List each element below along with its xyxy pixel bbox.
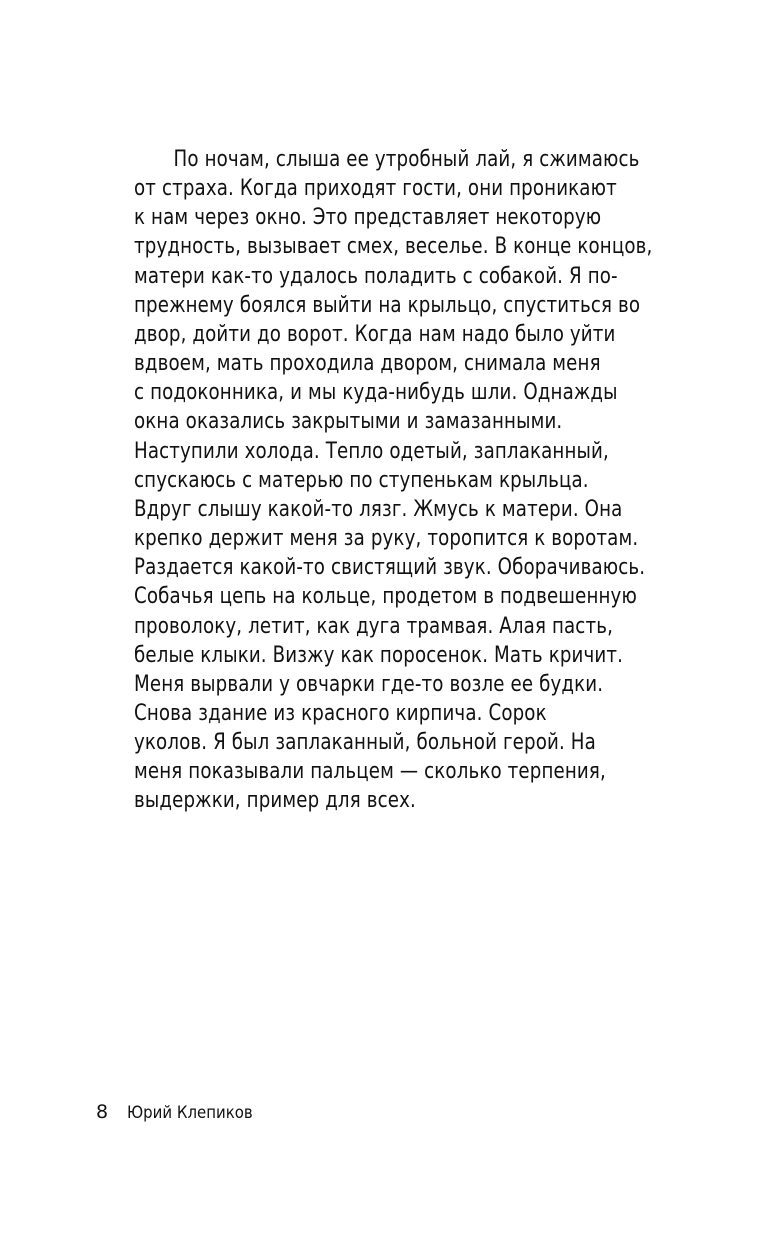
text-line: Раздается какой-то свистящий звук. Оборачиваюсь. (134, 555, 646, 581)
text-line: трудность, вызывает смех, веселье. В конце концов, (134, 234, 653, 260)
text-line: белые клыки. Визжу как поросенок. Мать кричит. (134, 642, 624, 668)
running-head-author: Юрий Клепиков (126, 1103, 253, 1123)
text-line: спускаюсь с матерью по ступенькам крыльца. (134, 467, 589, 493)
text-line: двор, дойти до ворот. Когда нам надо было уйти (134, 321, 616, 347)
text-line: Вдруг слышу какой-то лязг. Жмусь к матери. Она (134, 496, 623, 522)
text-line: Наступили холода. Тепло одетый, заплаканный, (134, 438, 609, 464)
text-line: прежнему боялся выйти на крыльцо, спуститься во (134, 292, 641, 318)
text-line: Меня вырвали у овчарки где-то возле ее будки. (134, 671, 604, 697)
text-line: окна оказались закрытыми и замазанными. (134, 409, 563, 435)
text-line: выдержки, пример для всех. (134, 788, 416, 814)
text-line: от страха. Когда приходят гости, они проникают (134, 176, 617, 202)
text-line: с подоконника, и мы куда-нибудь шли. Однажды (134, 380, 618, 406)
text-line: крепко держит меня за руку, торопится к воротам. (134, 526, 639, 552)
text-line: Снова здание из красного кирпича. Сорок (134, 700, 547, 726)
text-line: Собачья цепь на кольце, продетом в подвешенную (134, 584, 637, 610)
body-paragraph (134, 145, 694, 816)
text-line: вдвоем, мать проходила двором, снимала меня (134, 351, 601, 377)
text-line: По ночам, слыша ее утробный лай, я сжимаюсь (173, 147, 640, 172)
text-line: матери как-то удалось поладить с собакой. Я по- (134, 263, 618, 289)
text-line: проволоку, летит, как дуга трамвая. Алая пасть, (134, 613, 613, 639)
page-footer (96, 1102, 269, 1123)
text-line: меня показывали пальцем — сколько терпения, (134, 759, 606, 785)
text-line: уколов. Я был заплаканный, больной герой. На (134, 730, 596, 756)
text-line: к нам через окно. Это представляет некоторую (134, 205, 602, 231)
page-number: 8 (96, 1101, 109, 1123)
